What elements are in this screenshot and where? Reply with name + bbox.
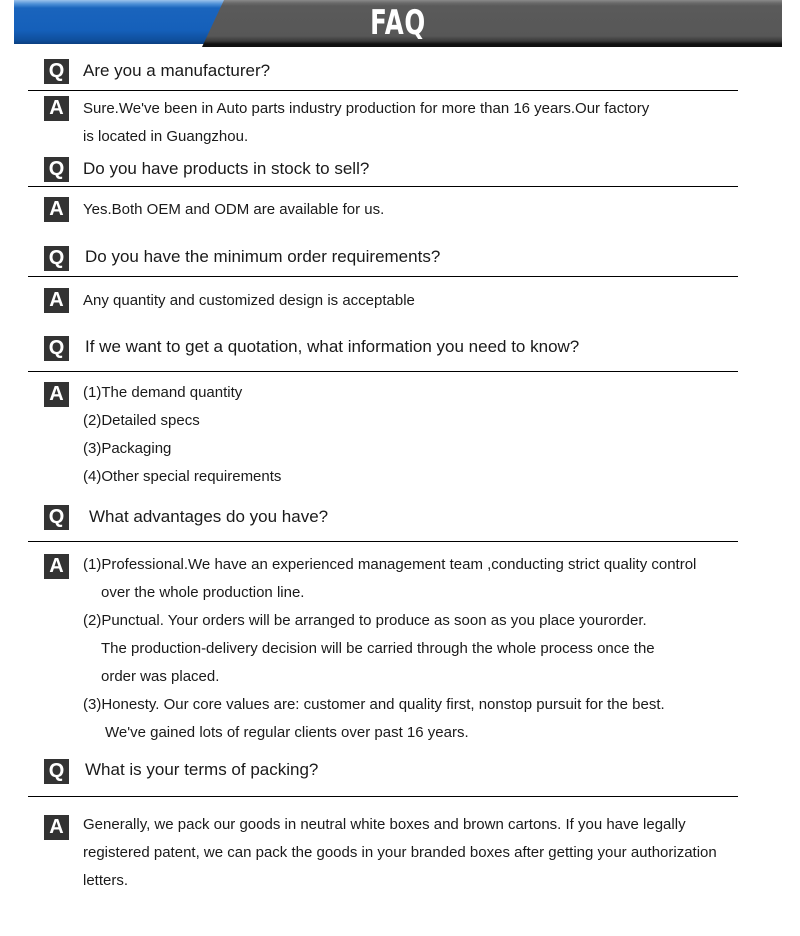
faq-question: Do you have products in stock to sell? [83, 159, 370, 178]
faq-answer-line: order was placed. [101, 668, 220, 685]
divider [28, 186, 738, 187]
divider [28, 371, 738, 372]
faq-answer-line: (1)Professional.We have an experienced management team ,conducting strict quality control [83, 556, 697, 573]
question-badge-icon: Q [44, 157, 69, 182]
faq-answer-line: over the whole production line. [101, 584, 305, 601]
faq-answer-line: (3)Honesty. Our core values are: customer and quality first, nonstop pursuit for the best. [83, 696, 665, 713]
divider [28, 276, 738, 277]
answer-badge-icon: A [44, 382, 69, 407]
divider [28, 90, 738, 91]
faq-answer-line: letters. [83, 872, 129, 889]
question-badge-icon: Q [44, 59, 69, 84]
answer-badge-icon: A [44, 554, 69, 579]
question-badge-icon: Q [44, 759, 69, 784]
answer-badge-icon: A [44, 815, 69, 840]
faq-question: Do you have the minimum order requirements? [85, 247, 441, 266]
question-badge-icon: Q [44, 505, 69, 530]
faq-banner [14, 0, 782, 47]
divider [28, 541, 738, 542]
faq-answer-line: (1)The demand quantity [83, 384, 243, 401]
faq-answer-line: (2)Detailed specs [83, 412, 200, 429]
faq-answer-line: Any quantity and customized design is acceptable [83, 292, 415, 309]
answer-badge-icon: A [44, 288, 69, 313]
faq-answer-line: (4)Other special requirements [83, 468, 282, 485]
answer-badge-icon: A [44, 96, 69, 121]
faq-answer-line: We've gained lots of regular clients over past 16 years. [105, 724, 469, 741]
faq-question: Are you a manufacturer? [83, 61, 271, 80]
answer-badge-icon: A [44, 197, 69, 222]
faq-question: What advantages do you have? [89, 507, 329, 526]
faq-answer-line: Yes.Both OEM and ODM are available for us. [83, 201, 385, 218]
question-badge-icon: Q [44, 246, 69, 271]
faq-question: What is your terms of packing? [85, 760, 319, 779]
faq-answer-line: is located in Guangzhou. [83, 128, 249, 145]
faq-question: If we want to get a quotation, what information you need to know? [85, 337, 580, 356]
faq-answer-line: (3)Packaging [83, 440, 172, 457]
faq-answer-line: Sure.We've been in Auto parts industry production for more than 16 years.Our factory [83, 100, 650, 117]
page-title: FAQ [370, 3, 426, 43]
faq-answer-line: registered patent, we can pack the goods in your branded boxes after getting your authorization [83, 844, 717, 861]
faq-answer-line: The production-delivery decision will be carried through the whole process once the [101, 640, 655, 657]
question-badge-icon: Q [44, 336, 69, 361]
faq-answer-line: (2)Punctual. Your orders will be arranged to produce as soon as you place yourorder. [83, 612, 647, 629]
divider [28, 796, 738, 797]
faq-answer-line: Generally, we pack our goods in neutral white boxes and brown cartons. If you have legally [83, 816, 686, 833]
